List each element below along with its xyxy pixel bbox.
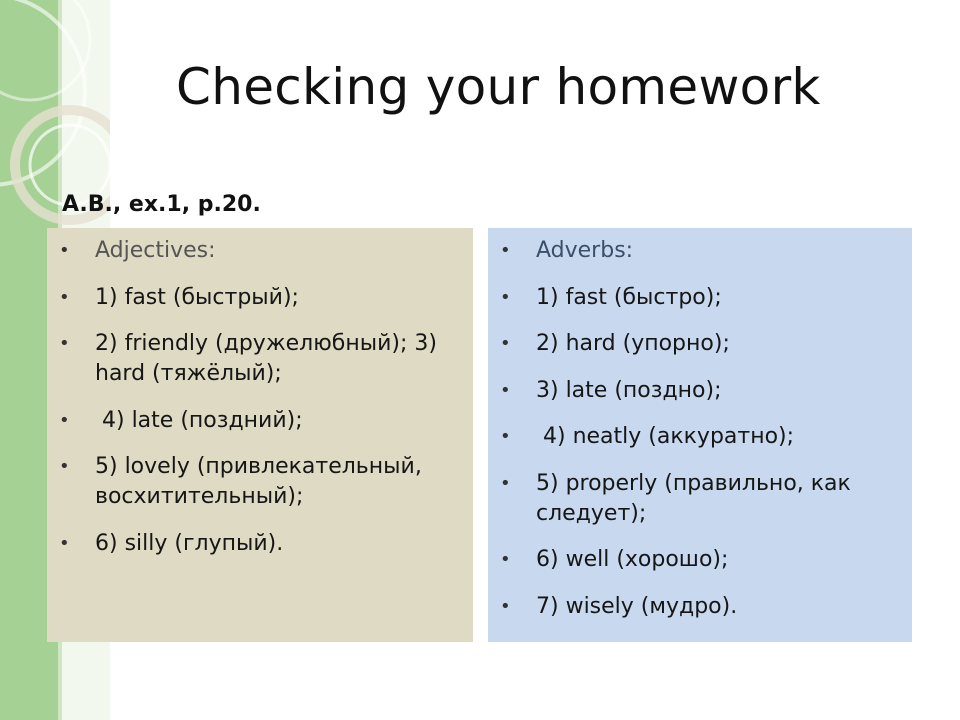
list-item-text: 5) lovely (привлекательный, восхитительный);	[95, 454, 422, 509]
bullet-icon: •	[500, 595, 511, 617]
list-item-text: 4) late (поздний);	[95, 407, 303, 433]
list-item-text: 4) neatly (аккуратно);	[536, 424, 795, 449]
list-item	[47, 236, 463, 266]
bullet-icon: •	[500, 426, 511, 447]
list-item-text: 1) fast (быстро);	[536, 284, 722, 310]
bullet-icon: •	[500, 240, 511, 261]
bullet-icon: •	[500, 549, 511, 570]
list-item	[47, 452, 463, 512]
slide-subtitle: A.B., ex.1, p.20.	[62, 192, 261, 217]
list-item	[488, 469, 902, 529]
list-item-text: 3) late (поздно);	[536, 377, 722, 403]
bullet-icon: •	[59, 456, 70, 477]
list-item	[488, 329, 902, 359]
list-item-text: 1) fast (быстрый);	[95, 284, 299, 310]
bullet-icon: •	[500, 333, 511, 354]
adjectives-panel	[47, 228, 473, 642]
bullet-icon: •	[59, 333, 70, 354]
list-item	[47, 283, 463, 313]
adjectives-list	[47, 236, 463, 575]
list-item-text: Adjectives:	[95, 238, 216, 263]
adverbs-list	[488, 236, 902, 638]
bullet-icon: •	[59, 286, 70, 308]
list-item-text: 6) silly (глупый).	[95, 530, 284, 556]
list-item	[488, 236, 902, 266]
list-item	[488, 376, 902, 406]
list-item-text: 2) hard (упорно);	[536, 331, 730, 356]
bullet-icon: •	[59, 409, 70, 431]
list-item-text: 6) well (хорошо);	[536, 547, 729, 572]
slide-title: Checking your homework	[176, 58, 821, 116]
list-item	[47, 406, 463, 436]
list-item	[488, 283, 902, 313]
bullet-icon: •	[59, 240, 70, 261]
bullet-icon: •	[59, 532, 70, 554]
list-item-text: 2) friendly (дружелюбный); 3) hard (тяжёлый);	[95, 331, 437, 386]
list-item-text: 5) properly (правильно, как следует);	[536, 470, 851, 526]
bullet-icon: •	[500, 379, 511, 401]
list-item	[488, 422, 902, 452]
list-item	[47, 329, 463, 389]
bullet-icon: •	[500, 286, 511, 308]
bullet-icon: •	[500, 472, 511, 494]
list-item	[488, 592, 902, 622]
adverbs-panel	[488, 228, 912, 642]
list-item	[488, 545, 902, 575]
list-item-text: 7) wisely (мудро).	[536, 593, 738, 619]
list-item-text: Adverbs:	[536, 238, 634, 263]
list-item	[47, 529, 463, 559]
